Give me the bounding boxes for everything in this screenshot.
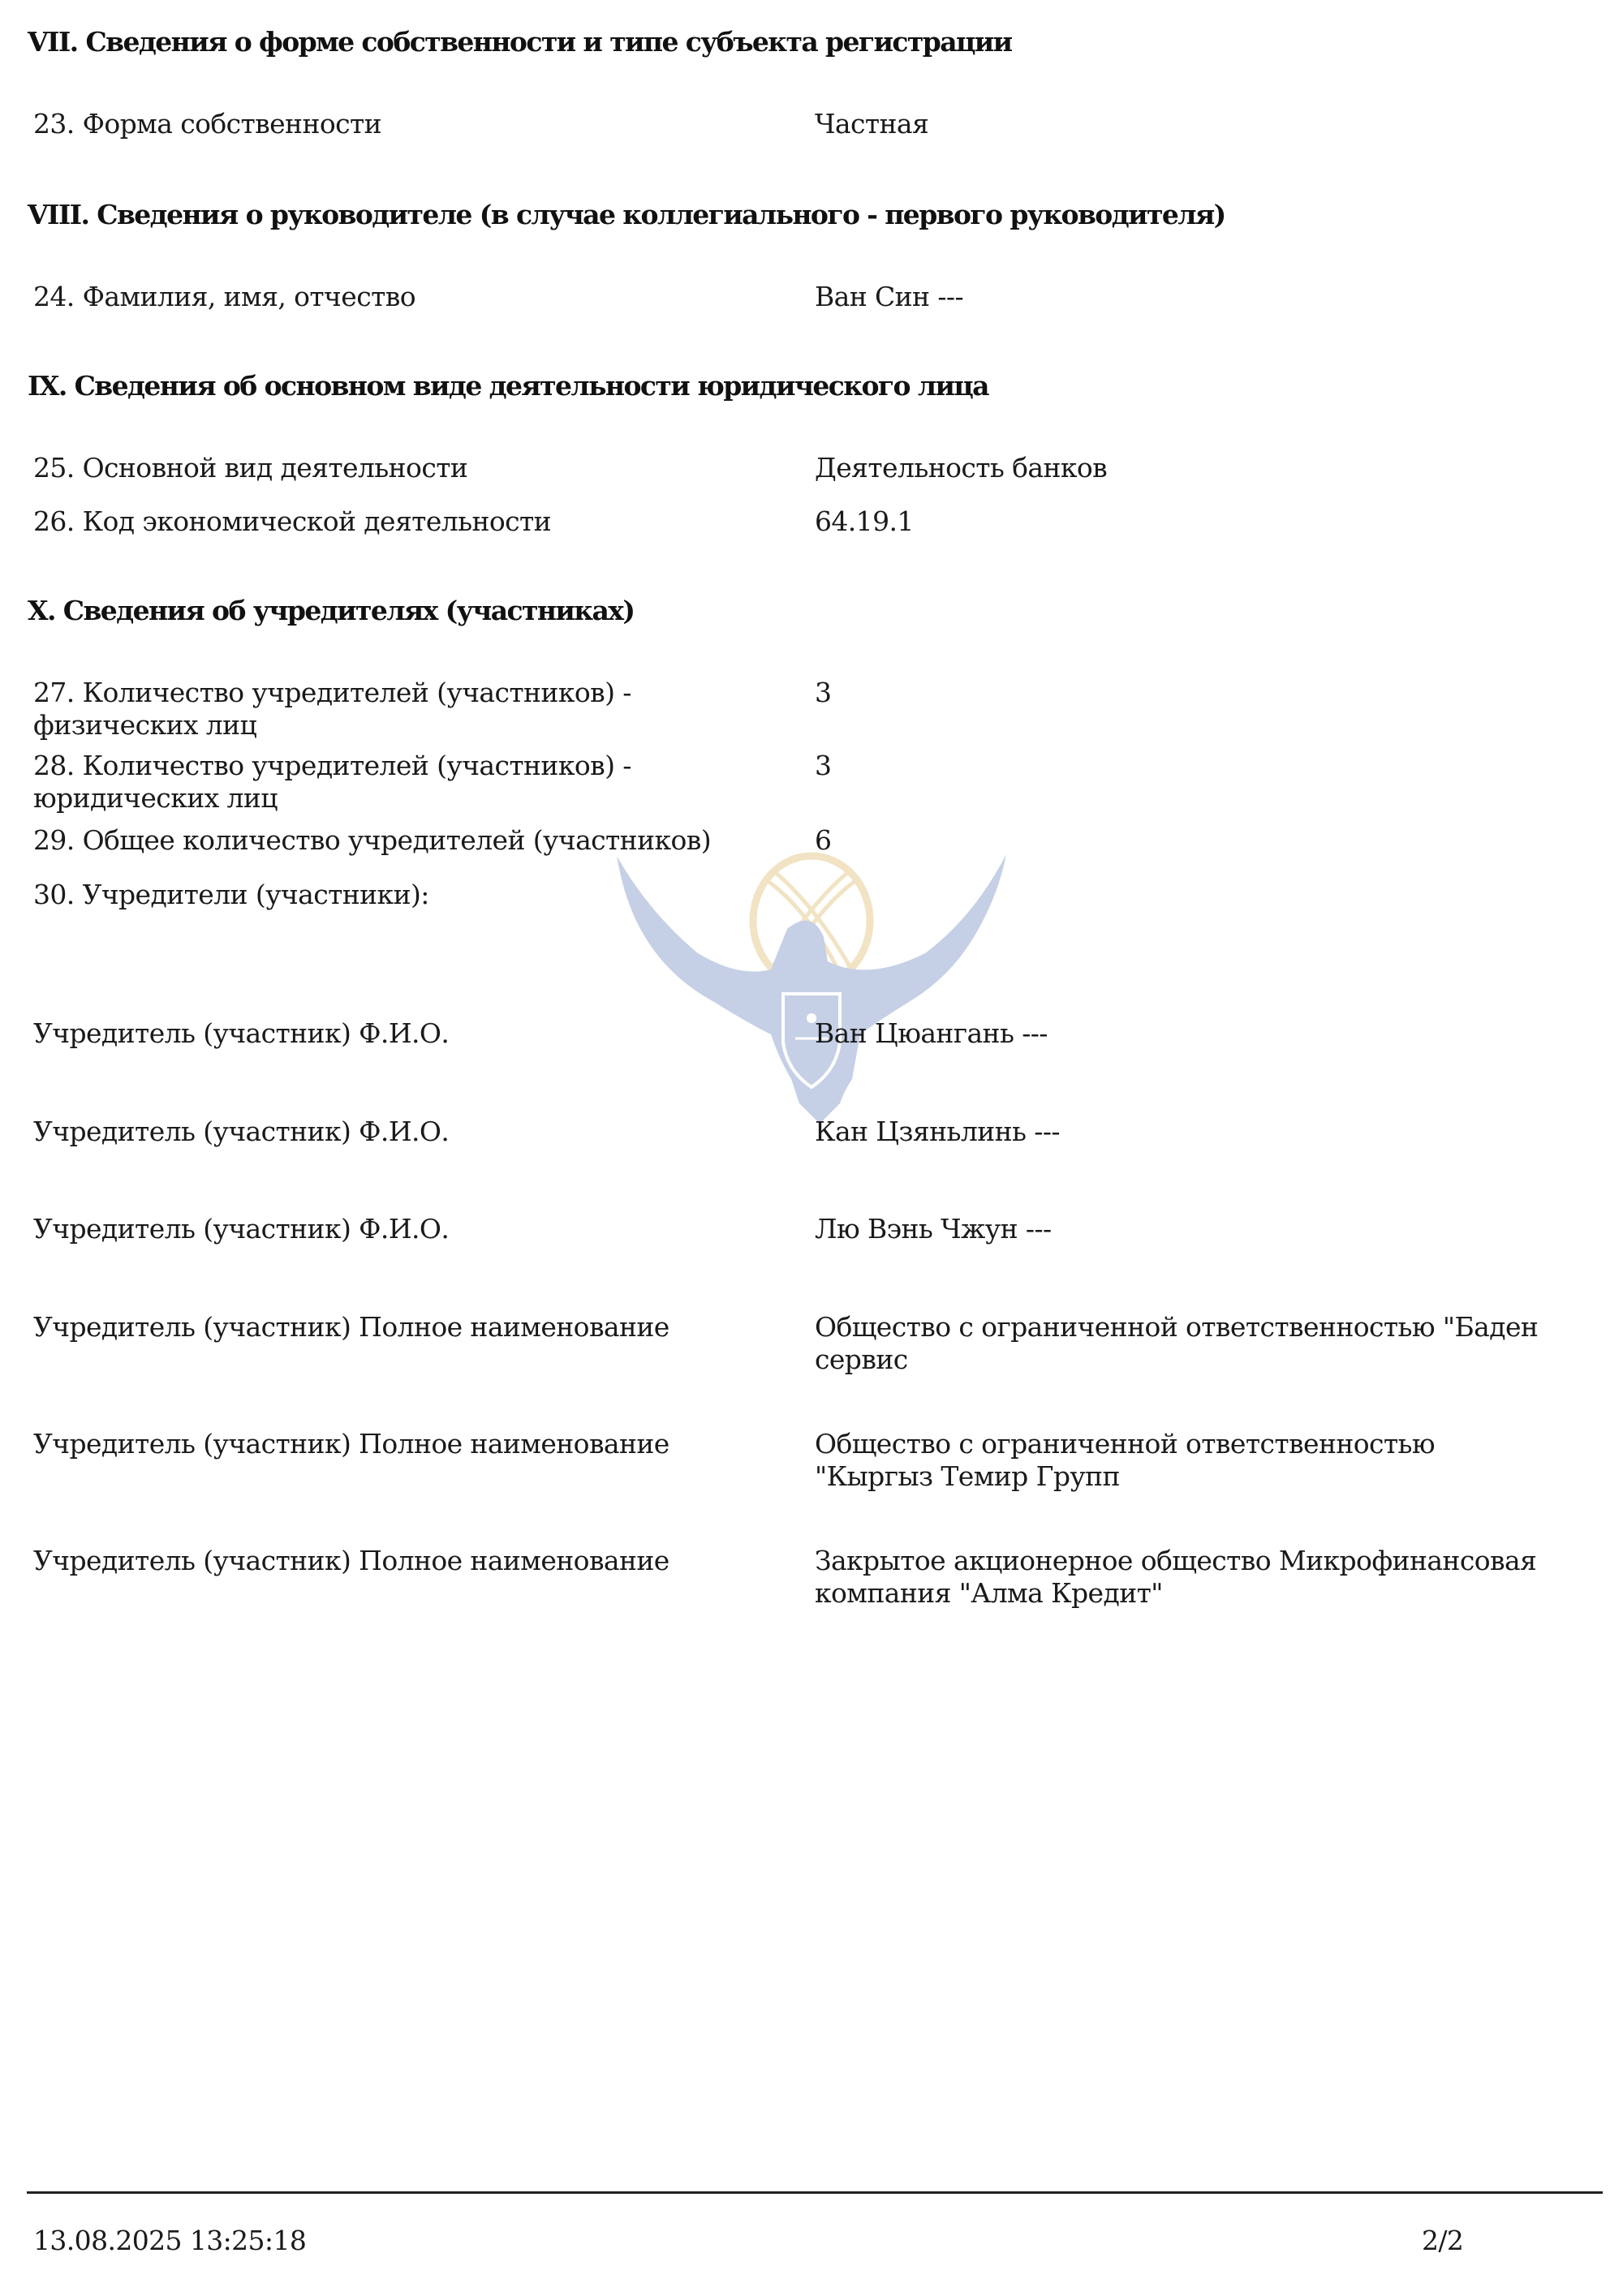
section-title-founders: X. Сведения об учредителях (участниках): [28, 595, 635, 626]
founder-value: [815, 1545, 1536, 1610]
founder-label: Учредитель (участник) Ф.И.О.: [33, 1017, 450, 1049]
label-line: физических лиц: [33, 709, 257, 741]
label-line: 27. Количество учредителей (участников) -: [33, 677, 631, 708]
field-label-activity-code: 26. Код экономической деятельности: [33, 505, 552, 537]
field-value-full-name: Ван Син ---: [815, 281, 963, 312]
field-label-legal-founders: [33, 750, 631, 815]
field-value-legal-founders: 3: [815, 750, 832, 781]
founder-value: [815, 1428, 1435, 1493]
value-line: Кан Цзяньлинь ---: [815, 1116, 1060, 1147]
field-value-main-activity: Деятельность банков: [815, 452, 1108, 484]
field-label-full-name: 24. Фамилия, имя, отчество: [33, 281, 415, 312]
section-title-ownership: VII. Сведения о форме собственности и типе субъекта регистрации: [28, 26, 1012, 58]
footer-timestamp: 13.08.2025 13:25:18: [33, 2225, 307, 2256]
field-value-activity-code: 64.19.1: [815, 505, 914, 537]
value-line: "Кыргыз Темир Групп: [815, 1460, 1120, 1492]
field-label-main-activity: 25. Основной вид деятельности: [33, 452, 468, 484]
field-label-individual-founders: [33, 677, 631, 742]
field-label-founders-list: 30. Учредители (участники):: [33, 879, 429, 910]
footer-divider: [27, 2191, 1603, 2194]
eagle-silhouette: [617, 854, 1006, 1124]
value-line: Общество с ограниченной ответственностью: [815, 1428, 1436, 1460]
value-line: сервис: [815, 1344, 908, 1375]
founder-label: Учредитель (участник) Полное наименование: [33, 1545, 669, 1576]
field-value-ownership-form: Частная: [815, 108, 929, 140]
founder-value: [815, 1116, 1060, 1148]
founder-label: Учредитель (участник) Ф.И.О.: [33, 1213, 450, 1245]
field-value-total-founders: 6: [815, 824, 832, 856]
section-title-activity: IX. Сведения об основном виде деятельности юридического лица: [28, 370, 988, 402]
field-label-ownership-form: 23. Форма собственности: [33, 108, 382, 140]
founder-label: Учредитель (участник) Полное наименование: [33, 1311, 669, 1343]
founder-value: [815, 1213, 1052, 1245]
page-number: 2/2: [1422, 2225, 1464, 2256]
value-line: Лю Вэнь Чжун ---: [815, 1213, 1052, 1245]
founder-label: Учредитель (участник) Ф.И.О.: [33, 1116, 450, 1147]
eagle-emblem-icon: [601, 848, 1022, 1124]
value-line: Общество с ограниченной ответственностью "Баден: [815, 1311, 1539, 1343]
value-line: Ван Цюангань ---: [815, 1017, 1048, 1049]
founder-value: [815, 1017, 1048, 1050]
field-label-total-founders: 29. Общее количество учредителей (участников): [33, 824, 712, 856]
label-line: юридических лиц: [33, 782, 278, 814]
section-title-head: VIII. Сведения о руководителе (в случае коллегиального - первого руководителя): [28, 199, 1225, 230]
field-value-individual-founders: 3: [815, 677, 832, 708]
value-line: компания "Алма Кредит": [815, 1577, 1163, 1609]
founder-label: Учредитель (участник) Полное наименование: [33, 1428, 669, 1460]
value-line: Закрытое акционерное общество Микрофинансовая: [815, 1545, 1537, 1576]
label-line: 28. Количество учредителей (участников) -: [33, 750, 631, 781]
founder-value: [815, 1311, 1538, 1376]
